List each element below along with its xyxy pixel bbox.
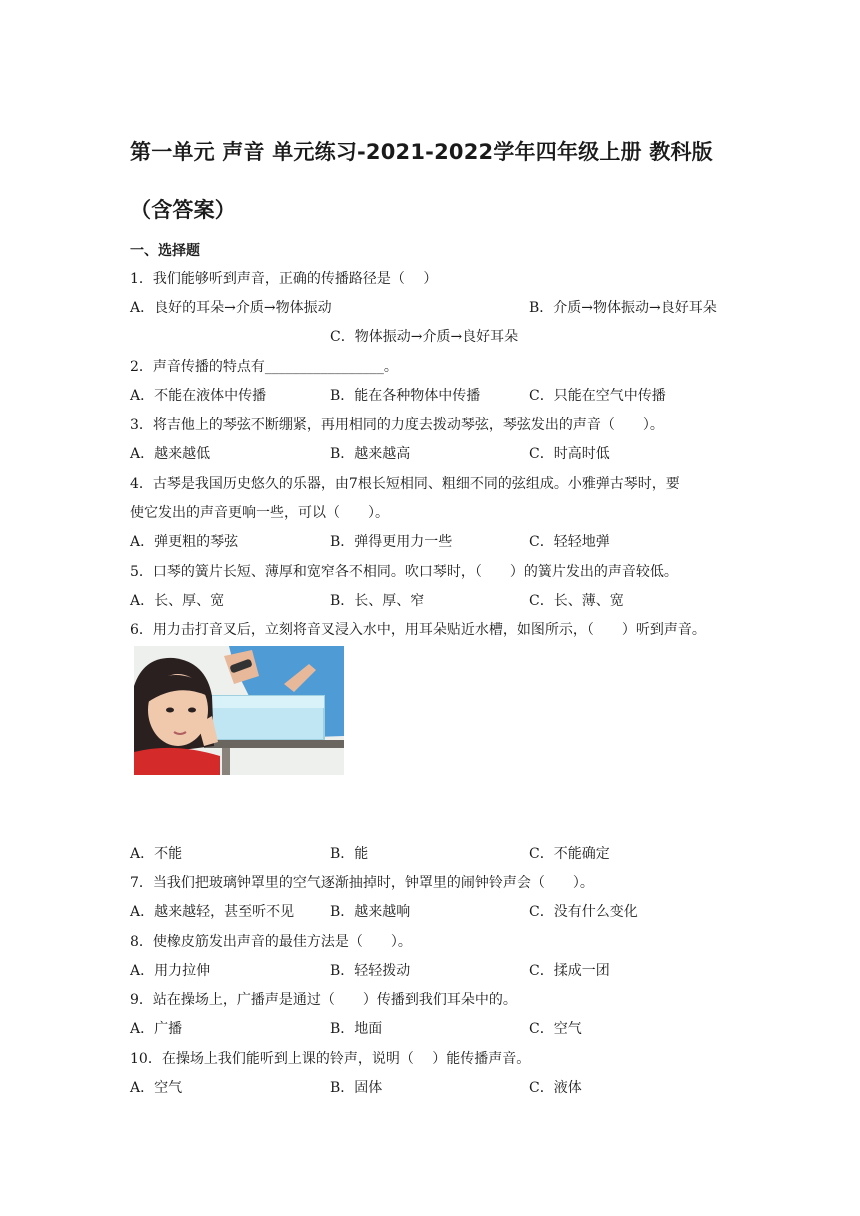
page-title: 第一单元 声音 单元练习-2021-2022学年四年级上册 教科版（含答案） [130,140,713,222]
option-c: C．没有什么变化 [529,904,638,920]
option-b: B．固体 [330,1080,383,1096]
option-a: A．不能 [130,846,183,862]
option-b: B．越来越高 [330,446,411,462]
question-stem: 10．在操场上我们能听到上课的铃声，说明（ ）能传播声音。 [130,1051,531,1067]
option-c: C．空气 [529,1021,582,1037]
option-a: A．良好的耳朵→介质→物体振动 [130,300,332,316]
option-a: A．空气 [130,1080,183,1096]
option-a: A．不能在液体中传播 [130,388,267,404]
option-c: C．时高时低 [529,446,610,462]
question-stem: 6．用力击打音叉后，立刻将音叉浸入水中，用耳朵贴近水槽，如图所示，（ ）听到声音。 [130,622,706,638]
question-stem: 2．声音传播的特点有_________________。 [130,359,398,375]
question-stem: 5．口琴的簧片长短、薄厚和宽窄各不相同。吹口琴时，（ ）的簧片发出的声音较低。 [130,564,678,580]
question-stem-continued: 使它发出的声音更响一些，可以（ ）。 [130,505,389,521]
option-b: B．轻轻拨动 [330,963,411,979]
option-a: A．广播 [130,1021,183,1037]
option-c: C．只能在空气中传播 [529,388,666,404]
option-a: A．用力拉伸 [130,963,211,979]
option-c: C．物体振动→介质→良好耳朵 [330,329,519,345]
option-c: C．揉成一团 [529,963,610,979]
option-c: C．轻轻地弹 [529,534,610,550]
option-a: A．越来越低 [130,446,211,462]
question-stem: 7．当我们把玻璃钟罩里的空气逐渐抽掉时，钟罩里的闹钟铃声会（ ）。 [130,875,594,891]
section-heading: 一、选择题 [130,243,200,259]
tuning-fork-water-photo [134,646,344,775]
question-stem: 3．将吉他上的琴弦不断绷紧，再用相同的力度去拨动琴弦，琴弦发出的声音（ ）。 [130,417,664,433]
option-b: B．越来越响 [330,904,411,920]
option-b: B．介质→物体振动→良好耳朵 [529,300,717,316]
option-c: C．不能确定 [529,846,610,862]
option-c: C．液体 [529,1080,582,1096]
question-stem: 8．使橡皮筋发出声音的最佳方法是（ ）。 [130,934,412,950]
question-stem: 4．古琴是我国历史悠久的乐器，由7根长短相同、粗细不同的弦组成。小雅弹古琴时，要 [130,476,680,492]
option-b: B．长、厚、窄 [330,593,425,609]
option-b: B．弹得更用力一些 [330,534,453,550]
question-stem: 9．站在操场上，广播声是通过（ ）传播到我们耳朵中的。 [130,992,517,1008]
option-b: B．能在各种物体中传播 [330,388,481,404]
question-stem: 1．我们能够听到声音，正确的传播路径是（ ） [130,271,438,287]
option-a: A．弹更粗的琴弦 [130,534,239,550]
option-c: C．长、薄、宽 [529,593,624,609]
option-a: A．越来越轻，甚至听不见 [130,904,295,920]
option-a: A．长、厚、宽 [130,593,225,609]
option-b: B．地面 [330,1021,383,1037]
option-b: B．能 [330,846,369,862]
